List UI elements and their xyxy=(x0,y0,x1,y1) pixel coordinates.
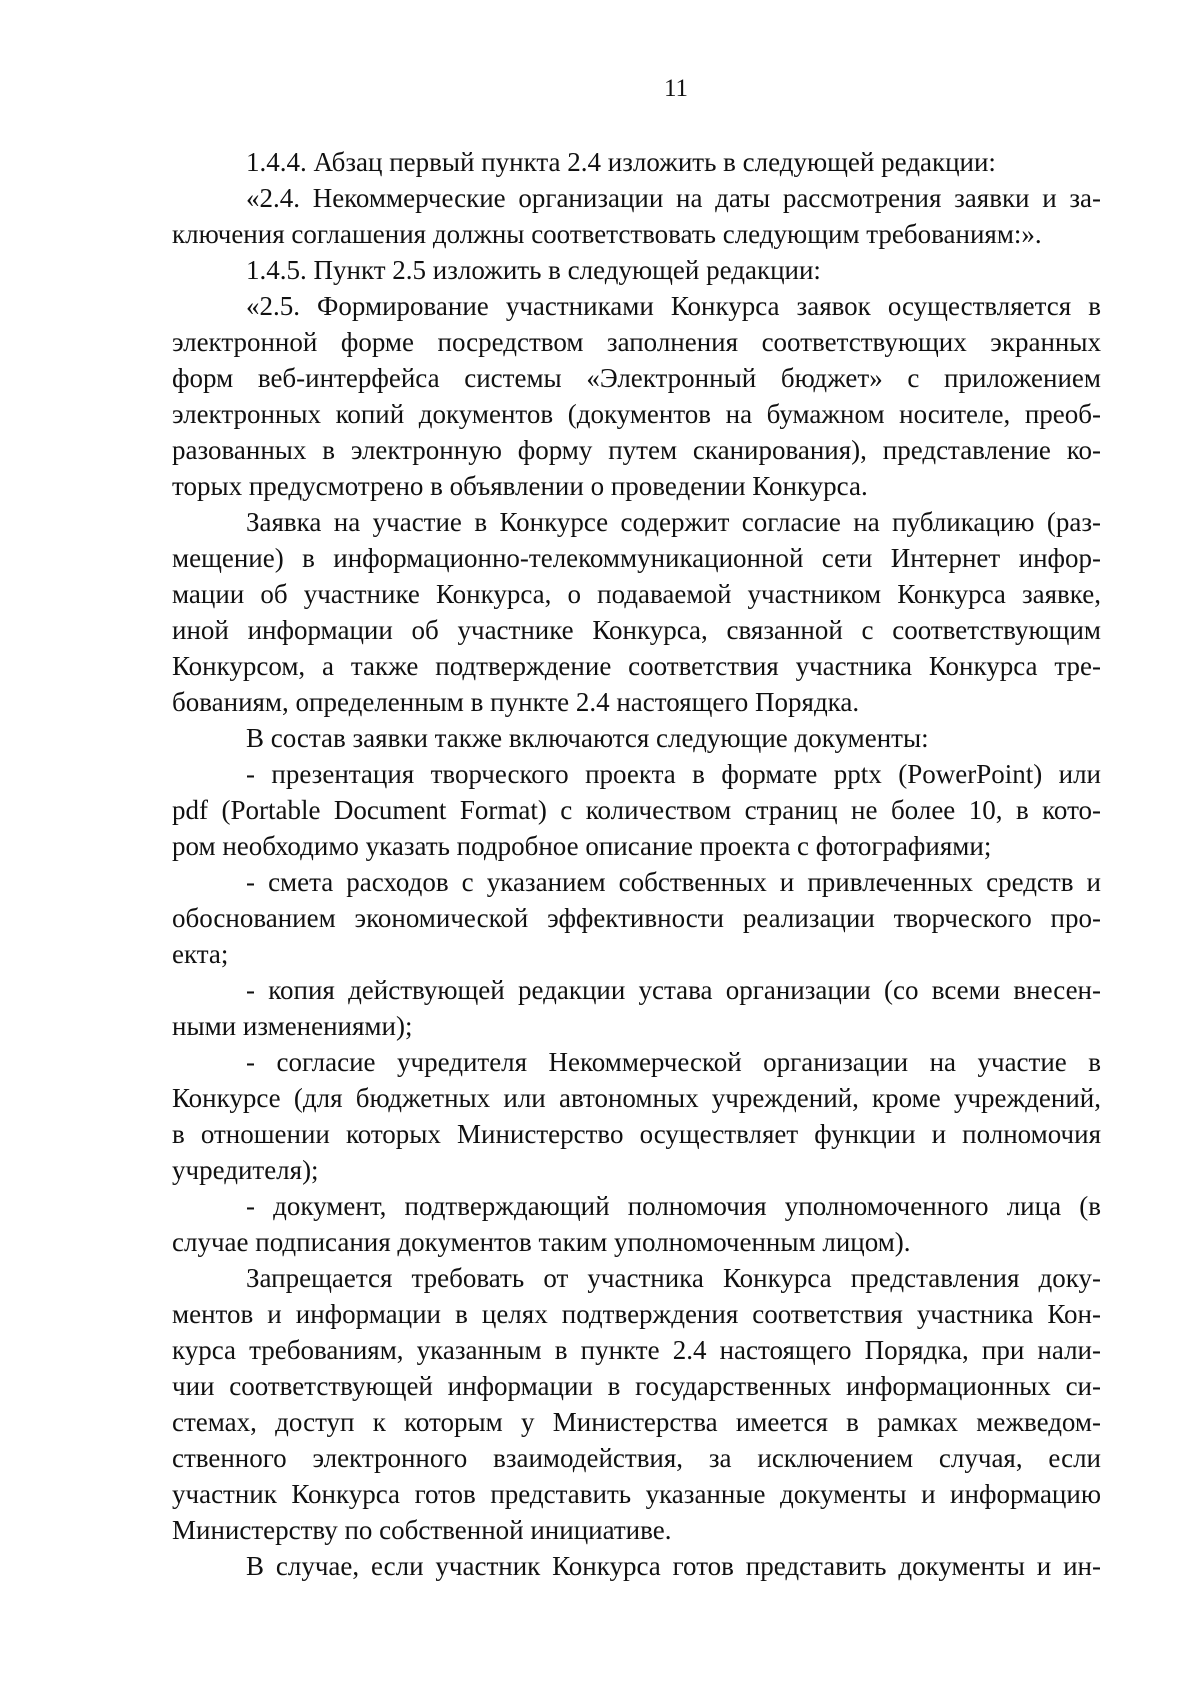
text-line: екта; xyxy=(172,939,229,969)
text-line: - копия действующей редакции устава организации (со всеми внесен- xyxy=(246,975,1101,1005)
text-line: обоснованием экономической эффективности реализации творческого про- xyxy=(172,903,1101,933)
text-line: учредителя); xyxy=(172,1155,319,1185)
text-line: ственного электронного взаимодействия, за исключением случая, если xyxy=(172,1443,1101,1473)
text-line: участник Конкурса готов представить указанные документы и информацию xyxy=(172,1479,1101,1509)
text-line: форм веб-интерфейса системы «Электронный бюджет» с приложением xyxy=(172,363,1101,393)
paragraph xyxy=(172,504,1101,720)
text-line: pdf (Portable Document Format) с количеством страниц не более 10, в кото- xyxy=(172,795,1101,825)
text-line: случае подписания документов таким уполномоченным лицом). xyxy=(172,1227,911,1257)
paragraph xyxy=(172,1548,1101,1584)
text-line: 1.4.5. Пункт 2.5 изложить в следующей редакции: xyxy=(246,255,821,285)
text-line: 1.4.4. Абзац первый пункта 2.4 изложить в следующей редакции: xyxy=(246,147,996,177)
text-line: - презентация творческого проекта в формате pptx (PowerPoint) или xyxy=(246,759,1101,789)
text-line: ключения соглашения должны соответствовать следующим требованиям:». xyxy=(172,219,1042,249)
text-line: электронной форме посредством заполнения соответствующих экранных xyxy=(172,327,1101,357)
paragraph xyxy=(172,972,1101,1044)
text-line: электронных копий документов (документов на бумажном носителе, преоб- xyxy=(172,399,1101,429)
paragraph xyxy=(172,756,1101,864)
paragraph xyxy=(172,144,1101,180)
text-line: ментов и информации в целях подтверждения соответствия участника Кон- xyxy=(172,1299,1101,1329)
text-line: Заявка на участие в Конкурсе содержит согласие на публикацию (раз- xyxy=(246,507,1101,537)
document-body xyxy=(172,144,1101,1584)
text-line: иной информации об участнике Конкурса, связанной с соответствующим xyxy=(172,615,1101,645)
paragraph xyxy=(172,288,1101,504)
text-line: Министерству по собственной инициативе. xyxy=(172,1515,672,1545)
paragraph xyxy=(172,1044,1101,1188)
text-line: мещение) в информационно-телекоммуникационной сети Интернет инфор- xyxy=(172,543,1101,573)
text-line: разованных в электронную форму путем сканирования), представление ко- xyxy=(172,435,1101,465)
paragraph xyxy=(172,180,1101,252)
text-line: торых предусмотрено в объявлении о проведении Конкурса. xyxy=(172,471,868,501)
text-line: В случае, если участник Конкурса готов представить документы и ин- xyxy=(246,1551,1101,1581)
text-line: ными изменениями); xyxy=(172,1011,413,1041)
text-line: ром необходимо указать подробное описание проекта с фотографиями; xyxy=(172,831,992,861)
text-line: - смета расходов с указанием собственных и привлеченных средств и xyxy=(246,867,1101,897)
text-line: чии соответствующей информации в государственных информационных си- xyxy=(172,1371,1101,1401)
text-line: - согласие учредителя Некоммерческой организации на участие в xyxy=(246,1047,1101,1077)
text-line: - документ, подтверждающий полномочия уполномоченного лица (в xyxy=(246,1191,1101,1221)
text-line: стемах, доступ к которым у Министерства имеется в рамках межведом- xyxy=(172,1407,1101,1437)
text-line: в отношении которых Министерство осуществляет функции и полномочия xyxy=(172,1119,1101,1149)
text-line: мации об участнике Конкурса, о подаваемой участником Конкурса заявке, xyxy=(172,579,1101,609)
paragraph xyxy=(172,864,1101,972)
text-line: «2.5. Формирование участниками Конкурса заявок осуществляется в xyxy=(246,291,1101,321)
text-line: Конкурсе (для бюджетных или автономных учреждений, кроме учреждений, xyxy=(172,1083,1101,1113)
text-line: курса требованиям, указанным в пункте 2.4 настоящего Порядка, при нали- xyxy=(172,1335,1101,1365)
text-line: В состав заявки также включаются следующие документы: xyxy=(246,723,929,753)
paragraph xyxy=(172,720,1101,756)
text-line: Запрещается требовать от участника Конкурса представления доку- xyxy=(246,1263,1101,1293)
text-line: бованиям, определенным в пункте 2.4 настоящего Порядка. xyxy=(172,687,860,717)
paragraph xyxy=(172,252,1101,288)
page-number: 11 xyxy=(663,75,689,102)
paragraph xyxy=(172,1188,1101,1260)
paragraph xyxy=(172,1260,1101,1548)
text-line: Конкурсом, а также подтверждение соответствия участника Конкурса тре- xyxy=(172,651,1101,681)
text-line: «2.4. Некоммерческие организации на даты рассмотрения заявки и за- xyxy=(246,183,1101,213)
